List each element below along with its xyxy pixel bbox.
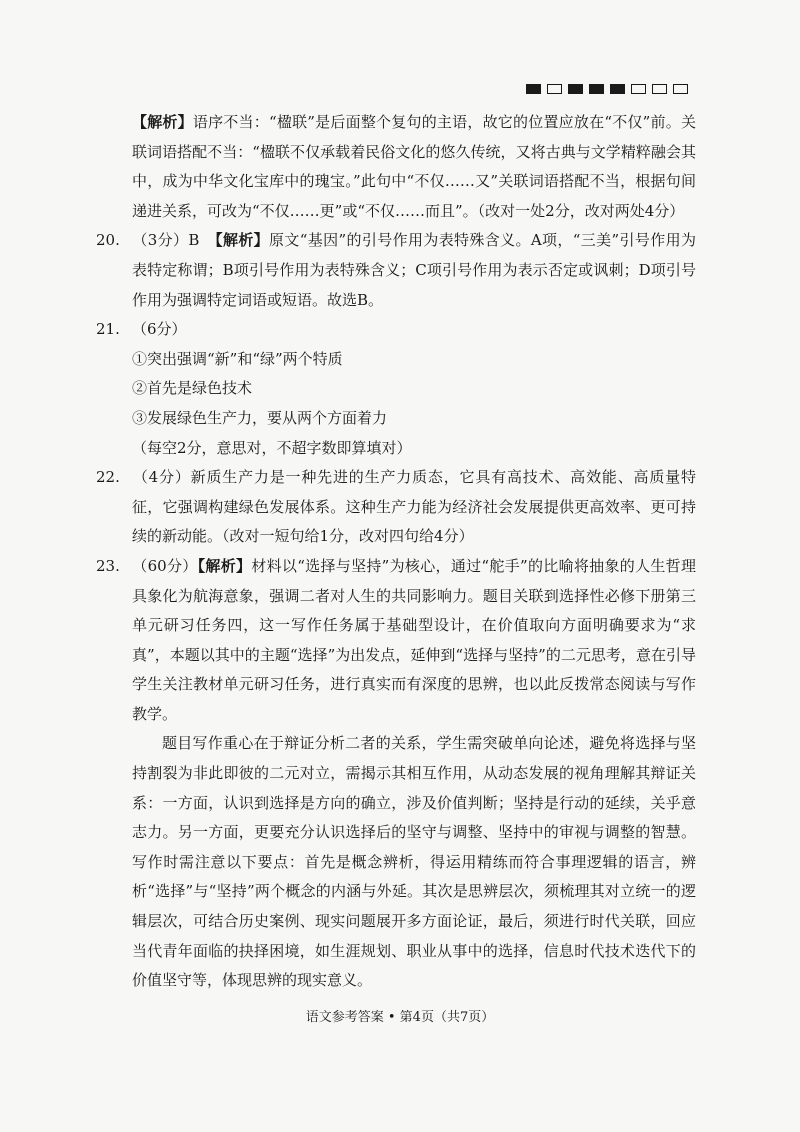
q19-analysis xyxy=(96,108,696,226)
q22-text: （4分）新质生产力是一种先进的生产力质态，它具有高技术、高效能、高质量特征，它强调构建绿色发展体系。这种生产力能为经济社会发展提供更高效率、更可持续的新动能。（改对一短句给1分，改对四句给4分） xyxy=(132,468,696,546)
q23-text1: 材料以“选择与坚持”为核心，通过“舵手”的比喻将抽象的人生哲理具象化为航海意象，强调二者对人生的共同影响力。题目关联到选择性必修下册第三单元研习任务四，这一写作任务属于基础型设计，在价值取向方面明确要求为“求真”，本题以其中的主题“选择”为出发点，延伸到“选择与坚持”的二元思考，意在引导学生关注教材单元研习任务，进行真实而有深度的思辨，也以此反拨常态阅读与写作教学。 xyxy=(132,556,696,723)
q21-item: ①突出强调“新”和“绿”两个特质 xyxy=(132,349,343,368)
mark-filled xyxy=(568,84,583,94)
mark-empty xyxy=(547,84,562,94)
q20-number: 20. xyxy=(96,231,120,250)
q20-text: 原文“基因”的引号作用为表特殊含义。A项，“三美”引号作用为表特定称谓；B项引号作用为表特殊含义；C项引号作用为表示否定或讽刺；D项引号作用为强调特定词语或短语。故选B。 xyxy=(132,231,696,309)
q20-head: （3分）B xyxy=(132,231,216,250)
q23-paragraph-2: 题目写作重心在于辩证分析二者的关系，学生需突破单向论述，避免将选择与坚持割裂为非此即彼的二元对立，需揭示其相互作用，从动态发展的视角理解其辩证关系：一方面，认识到选择是方向的确立，涉及价值判断；坚持是行动的延续，关乎意志力。另一方面，更要充分认识选择后的坚守与调整、坚持中的审视与调整的智慧。写作时需注意以下要点：首先是概念辨析，得运用精练而符合事理逻辑的语言，辨析“选择”与“坚持”两个概念的内涵与外延。其次是思辨层次，须梳理其对立统一的逻辑层次，可结合历史案例、现实问题展开多方面论证，最后，须进行时代关联，回应当代青年面临的抉择困境，如生涯规划、职业从事中的选择，信息时代技术迭代下的价值坚守等，体现思辨的现实意义。 xyxy=(132,734,696,990)
analysis-tag: 【解析】 xyxy=(197,556,252,575)
page-marks xyxy=(526,84,688,94)
q21-item: ②首先是绿色技术 xyxy=(132,379,253,398)
q20-answer xyxy=(96,226,696,315)
mark-filled xyxy=(589,84,604,94)
mark-empty xyxy=(652,84,667,94)
q23-number: 23. xyxy=(96,556,120,575)
q21-note: （每空2分，意思对，不超字数即算填对） xyxy=(132,438,412,457)
mark-filled xyxy=(526,84,541,94)
q23-answer xyxy=(96,552,696,730)
analysis-tag: 【解析】 xyxy=(215,231,270,250)
q22-answer xyxy=(96,463,696,552)
q21-answer xyxy=(96,315,696,345)
answer-content xyxy=(96,108,696,996)
q22-number: 22. xyxy=(96,468,120,487)
analysis-tag: 【解析】 xyxy=(132,113,193,131)
q21-item: ③发展绿色生产力，要从两个方面着力 xyxy=(132,408,388,427)
q21-number: 21. xyxy=(96,320,120,339)
mark-empty xyxy=(631,84,646,94)
page-footer: 语文参考答案 • 第4页（共7页） xyxy=(305,1010,495,1025)
q19-text: 语序不当：“楹联”是后面整个复句的主语，故它的位置应放在“不仅”前。关联词语搭配不当：“楹联不仅承载着民俗文化的悠久传统，又将古典与文学精粹融会其中，成为中华文化宝库中的瑰宝。”此句中“不仅……又”关联词语搭配不当，根据句间递进关系，可改为“不仅……更”或“不仅……而且”。（改对一处2分，改对两处4分） xyxy=(132,113,696,220)
mark-empty xyxy=(673,84,688,94)
q21-head: （6分） xyxy=(132,320,187,339)
mark-filled xyxy=(610,84,625,94)
q23-head: （60分） xyxy=(132,556,198,575)
